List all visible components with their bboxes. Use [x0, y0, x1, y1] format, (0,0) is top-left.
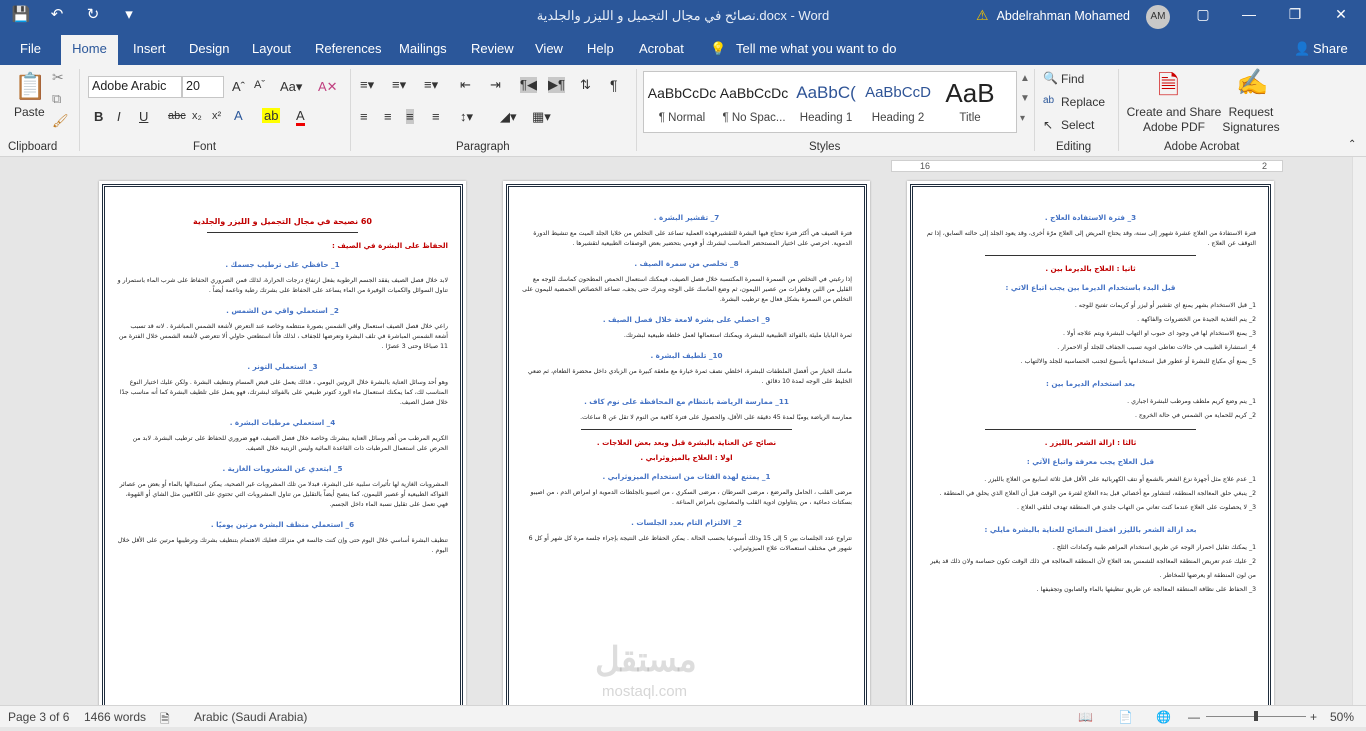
web-layout-icon[interactable]: 🌐 — [1156, 710, 1171, 724]
styles-group-label: Styles — [809, 141, 841, 153]
tip-heading: 11_ ممارسة الرياضة بانتظام مع المحافظة على نوم كاف . — [584, 397, 789, 406]
paste-button[interactable]: Paste — [14, 105, 45, 119]
tip-heading: بعد ازالة الشعر بالليزر افضل النصائح للعناية بالبشرة مايلي : — [984, 525, 1197, 534]
horizontal-ruler[interactable] — [891, 160, 1283, 172]
paragraph-group-label: Paragraph — [456, 141, 510, 153]
list-item: 2_ ينم التغذية الجيدة من الخضروات والفاكهة . — [1137, 316, 1256, 323]
tab-layout[interactable]: Layout — [252, 41, 292, 56]
list-item: 2_ عليك عدم تعريض المنطقة المعالجة للشمس بعد العلاج لأن المنطقة المعالجة في ذلك الوقت تكون حساسة ولان ذلك قد يغير من لون المنطقة او يعرضها للمخاطر . — [930, 558, 1256, 579]
shading-icon[interactable]: ◢▾ — [500, 109, 517, 124]
styles-gallery — [643, 71, 1017, 133]
page-border — [910, 184, 1271, 721]
align-left-icon[interactable]: ≡ — [360, 109, 368, 124]
tip-paragraph: إذا رغبتي في التخلص من السمرة السمرة المكتسبة خلال فصل الصيف، فيمكنك استعمال الحمص المطحون كماسك للوجه مع القليل من اللبن وقطرات من عصير الليمون، ثم وضع الماسك على الوجه وبترك حتى يجف، تساعد الخصائص الحمضية لليمون على التخلص من السمرة بشكل فعال مع ترطيب البشرة. — [522, 276, 852, 303]
font-name-box[interactable]: Adobe Arabic — [88, 76, 182, 98]
cut-icon[interactable]: ✂ — [52, 69, 64, 85]
clipboard-group-label: Clipboard — [8, 141, 58, 153]
replace-button[interactable]: Replace — [1061, 95, 1106, 109]
tab-view[interactable]: View — [535, 41, 563, 56]
tab-mailings[interactable]: Mailings — [399, 41, 447, 56]
page-border — [102, 184, 463, 721]
list-item: 1_ قبل الاستخدام بشهر يمنع اي تقشير أو ليزر أو كريمات تفتيح للوجه . — [1074, 302, 1256, 309]
redo-icon[interactable]: ↻ — [86, 6, 100, 23]
tip-heading: 6_ استعملي منظف البشرة مرتين يوميًا . — [210, 520, 355, 529]
divider — [985, 429, 1196, 430]
tab-references[interactable]: References — [315, 41, 382, 56]
style-normal[interactable]: AaBbCcDc ¶ Normal — [647, 85, 717, 124]
ribbon-tabs — [0, 32, 1366, 65]
tab-home[interactable]: Home — [61, 35, 118, 65]
section-heading: الحفاظ على البشرة في الصيف : — [331, 241, 448, 250]
save-icon[interactable]: 💾 — [11, 6, 31, 23]
tip-heading: قبل البدء باستخدام الديرما بين يجب اتباع الاتي : — [1005, 283, 1176, 292]
page-right[interactable] — [907, 181, 1274, 721]
tip-paragraph: راعي خلال فصل الصيف استعمال واقي الشمس بصورة منتظمة وخاصة عند التعرض لأشعة الشمس المباشرة . لانه قد تسبب أشعة الشمس المباشرة في تلف البشرة وتعرضها للجفاف ، لذلك فأنا استطعتي حاولي ألا تتعرضي لأشعة الشمس خلال الفترة من 11 صباحًا وحتى 3 عصرًا . — [118, 323, 448, 350]
zoom-level[interactable]: 50% — [1330, 710, 1355, 724]
close-icon[interactable]: ✕ — [1335, 6, 1347, 22]
borders-icon[interactable]: ▦▾ — [532, 109, 551, 124]
tip-heading: 7_ تقشير البشرة . — [653, 213, 720, 222]
ribbon — [0, 65, 1366, 157]
paste-icon[interactable]: 📋 — [14, 71, 47, 101]
page-count[interactable]: Page 3 of 6 — [8, 710, 70, 724]
decrease-indent-icon[interactable]: ⇤ — [460, 77, 471, 92]
tab-acrobat[interactable]: Acrobat — [639, 41, 684, 56]
document-heading: 60 نصيحة في مجال التجميل و الليزر والجلدية — [192, 217, 372, 226]
shrink-font-icon[interactable]: Aˇ — [254, 79, 265, 91]
change-case-icon[interactable]: Aa▾ — [280, 79, 303, 94]
tip-heading: 4_ استعملي مرطبات البشرة . — [229, 418, 336, 427]
tip-heading: 9_ احصلي على بشرة لامعة خلال فصل الصيف . — [602, 315, 771, 324]
account[interactable] — [976, 7, 1130, 24]
style-heading-2[interactable]: AaBbCcD Heading 2 — [865, 84, 931, 124]
style-no-spacing[interactable]: AaBbCcDc ¶ No Spac... — [719, 85, 789, 124]
font-color-icon[interactable]: A — [296, 108, 305, 126]
superscript-button[interactable]: x² — [212, 110, 222, 122]
request-signatures-icon: ✍ — [1236, 67, 1269, 97]
show-formatting-icon[interactable]: ¶ — [610, 77, 618, 93]
customize-qat-icon[interactable]: ▾ — [125, 6, 133, 23]
tip-paragraph: ممارسة الرياضة يوميًا لمدة 45 دقيقة على الأقل، والحصول على فترة كافية من النوم لا تقل عن 8 ساعات. — [580, 414, 852, 421]
create-pdf-icon: 🗎 — [1158, 70, 1179, 100]
tip-paragraph: مرضى القلب ، الحامل والمرضع ، مرضى السرطان ، مرضى السكري ، من اصيبو بالجلطات الدموية او امراض الدم ، من اصيبو بسكتات دماغية ، من يتناولون ادوية القلب والمصابون بامراض المناعة . — [530, 489, 852, 506]
bullets-icon[interactable]: ≡▾ — [360, 77, 375, 92]
editing-group-label: Editing — [1056, 141, 1092, 153]
styles-more-icon[interactable]: ▾ — [1020, 113, 1026, 124]
subsection-heading: اولا : العلاج بالميزوثرابي . — [640, 453, 733, 462]
list-item: 3_ الحفاظ على نظافة المنطقة المعالجة عن طريق تنظيفها بالماء والصابون وتجفيفها . — [1036, 586, 1256, 593]
ruler-mark-left: 16 — [920, 161, 931, 171]
avatar[interactable]: AM — [1146, 5, 1170, 29]
create-share-pdf-button[interactable]: Create and Share Adobe PDF — [1126, 105, 1222, 134]
increase-indent-icon[interactable]: ⇥ — [490, 77, 501, 92]
sort-icon[interactable]: ⇅ — [580, 77, 591, 92]
zoom-in-icon[interactable]: + — [1310, 710, 1318, 724]
styles-scroll-up-icon[interactable]: ▲ — [1020, 73, 1030, 84]
watermark-url: mostaql.com — [602, 683, 688, 700]
document-title: نصائح في مجال التجميل و الليزر والجلدية.docx - Word — [536, 8, 830, 23]
tip-heading: بعد استخدام الديرما بين : — [1045, 379, 1136, 388]
font-group-label: Font — [193, 141, 217, 153]
subsection-heading: ثالثا : ازالة الشعر بالليزر . — [1044, 438, 1137, 447]
tip-heading: 1_ حافظي على ترطيب جسمك . — [225, 260, 340, 269]
zoom-out-icon[interactable]: — — [1188, 710, 1200, 724]
copy-icon[interactable]: ⧉ — [52, 91, 62, 106]
replace-icon: ab — [1043, 95, 1055, 106]
text-effects-icon[interactable]: A — [234, 108, 243, 123]
read-mode-icon[interactable]: 📖 — [1078, 710, 1093, 724]
font-size-box[interactable]: 20 — [182, 76, 224, 98]
title-bar — [0, 0, 1366, 32]
language-status[interactable]: Arabic (Saudi Arabia) — [194, 710, 308, 724]
share-icon[interactable]: 👤 — [1294, 41, 1311, 56]
divider — [1034, 69, 1035, 151]
align-center-icon[interactable]: ≡ — [384, 109, 392, 124]
share-button[interactable]: Share — [1313, 41, 1348, 56]
styles-scroll-down-icon[interactable]: ▼ — [1020, 93, 1030, 104]
restore-icon[interactable]: ❐ — [1288, 6, 1302, 22]
tell-me-search[interactable]: Tell me what you want to do — [736, 41, 897, 56]
tip-heading: 2_ الالتزام التام بعدد الجلسات . — [631, 518, 742, 527]
list-item: 1_ ينم وضع كريم ملطف ومرطب للبشرة اجباري . — [1127, 398, 1256, 405]
ruler-mark-right: 2 — [1262, 161, 1268, 171]
tip-paragraph: تتراوح عدد الجلسات بين 5 إلى 15 وذلك أسبوعيا بحسب الحالة . يمكن الحفاظ على النتيجة بإجراء جلسة مرة كل شهر أو كل 6 شهور في مختلف استعمالات علاج الميزوثيرابي . — [528, 535, 852, 552]
divider — [985, 255, 1196, 256]
collapse-ribbon-icon[interactable]: ⌃ — [1348, 139, 1357, 150]
list-item: 3_ لا يحصلوت على العلاج عندما كنت تعاني من التهاب جلدي في المنطقة تهدف لتلقي العلاج . — [1017, 504, 1256, 511]
format-painter-icon[interactable]: 🖌 — [52, 113, 69, 128]
list-item: 3_ يمنع الاستخدام لها في وجود اى حبوب او التهاب للبشرة ويتم علاجه أولا . — [1062, 330, 1256, 337]
tip-paragraph: وهو أحد وسائل العناية بالبشرة خلال الروتين اليومي ، فذلك يعمل على قبض المسام وتنظيف البشرة . ولكن عليك اختيار النوع المناسب لك، كما يمكنك استعمال ماء الورد كتونر طبيعي على بالفوائد لبشرتك، فهو يعمل على تلطيف البشرة كما أنه مناسب جدًا خلال فصل الصيف. — [119, 379, 448, 406]
tip-heading: 10_ تلطيف البشرة . — [650, 351, 723, 360]
divider — [581, 429, 792, 430]
tab-help[interactable]: Help — [587, 41, 614, 56]
acrobat-group-label: Adobe Acrobat — [1164, 141, 1240, 153]
find-icon: 🔍 — [1043, 71, 1058, 85]
tab-review[interactable]: Review — [471, 41, 514, 56]
user-name: Abdelrahman Mohamed — [996, 8, 1130, 23]
line-spacing-icon[interactable]: ↕▾ — [460, 109, 474, 124]
zoom-slider-thumb[interactable] — [1254, 711, 1258, 721]
list-item: 1_ يمكنك تقليل احمرار الوجه عن طريق استخدام المراهم طبية وكمادات الثلج . — [1052, 544, 1256, 551]
ribbon-display-icon[interactable]: ▢ — [1196, 6, 1210, 22]
minimize-icon[interactable]: — — [1242, 6, 1256, 22]
proofing-icon[interactable]: 🗎 — [160, 712, 170, 726]
rtl-direction-icon[interactable]: ¶◀ — [520, 77, 537, 92]
tip-heading: 3_ استعملي التونر . — [247, 362, 318, 371]
tip-heading: 3_ فترة الاستفادة العلاج . — [1044, 213, 1137, 222]
tip-paragraph: ماسك الخيار من أفضل الملطفات للبشرة، اخلطي نصف ثمرة خيارة مع ملعقة كبيرة من الزبادي داخل محضرة الطعام، ثم ضعي الخليط على الوجه لمدة 10 دقائق . — [527, 368, 852, 385]
watermark-logo: مستقل — [595, 641, 697, 679]
subscript-button[interactable]: x₂ — [192, 110, 202, 122]
tab-design[interactable]: Design — [189, 41, 230, 56]
numbering-icon[interactable]: ≡▾ — [392, 77, 407, 92]
list-item: 2_ ينبغي حلق المعالجة المنطقة، لتتشاور مع أخصائي قبل بدء العلاج لفترة من الوقت قبل أن العلاج الذي يحلق في المنطقة . — [939, 490, 1256, 497]
style-heading-1[interactable]: AaBbC( Heading 1 — [796, 83, 856, 124]
strikethrough-button[interactable]: abc — [168, 110, 186, 122]
underline-button[interactable]: U — [139, 109, 149, 124]
tip-heading: 5_ ابتعدي عن المشروبات الغازية . — [222, 464, 343, 473]
request-signatures-button[interactable]: Request Signatures — [1222, 105, 1280, 134]
tip-paragraph: فترة الاستفادة من العلاج عشرة شهور إلى سنة، وقد يحتاج المريض إلى العلاج مرّة أخرى، وقد يعود الجلد إلى حالته السابق، إذا تم التوقف عن العلاج . — [926, 230, 1256, 247]
find-button[interactable]: Find — [1061, 72, 1085, 86]
style-title[interactable]: AaB Title — [945, 78, 995, 124]
justify-icon[interactable]: ≡ — [432, 109, 440, 124]
page-left[interactable] — [99, 181, 466, 721]
multilevel-list-icon[interactable]: ≡▾ — [424, 77, 439, 92]
vertical-scrollbar[interactable] — [1352, 157, 1366, 705]
subsection-heading: ثانيا : العلاج بالديرما بين . — [1045, 264, 1136, 273]
list-item: 5_ يمنع أي مكياج للبشرة أو عطور قبل استخدامها بأسبوع لتجنب الحساسية للجلد والالتهاب . — [1020, 358, 1256, 365]
tab-file[interactable]: File — [20, 41, 41, 56]
tip-paragraph: فترة الصيف هي أكثر فترة تحتاج فيها البشرة للتقشيرفهذه العملية تساعد على التخلص من خلايا الجلد الميت مع تنشيط الدورة الدموية. احرصي على اختيار المستحضر المناسب لبشرتك أو قومي بتحضير بعض الوصفات الطبيعية لتقشيرها . — [533, 230, 852, 247]
word-count[interactable]: 1466 words — [84, 710, 147, 724]
print-layout-icon[interactable]: 📄 — [1118, 710, 1133, 724]
section-heading: نصائح عن العناية بالبشرة قبل وبعد بعض العلاجات . — [596, 438, 777, 447]
status-bar — [0, 705, 1366, 727]
tip-paragraph: لابد خلال فصل الصيف يفقد الجسم الرطوبة بفعل ارتفاع درجات الحرارة، لذلك فمن الضروري الحفاظ على شرب الماء باستمرار و تناول السوائل والكميات الوفيرة من الماء يساعد على الحفاظ على بشرتك رطبة وناعمة أيضاً . — [117, 277, 448, 294]
lightbulb-icon: 💡 — [710, 41, 727, 56]
warning-icon: ⚠ — [976, 7, 989, 23]
tab-insert[interactable]: Insert — [133, 41, 166, 56]
tip-paragraph: الكريم المرطب من أهم وسائل العناية ببشرتك وخاصة خلال فصل الصيف، فهو ضروري للحفاظ على ترطيب البشرة. لابد من الحرص على استعمال المرطبات ذات القاعدة المائية وليس الزيتية خلال الصيف. — [132, 435, 448, 452]
bold-button[interactable]: B — [94, 109, 104, 124]
list-item: 2_ كريم للحماية من الشمس في حالة الخروج . — [1135, 412, 1256, 419]
tip-paragraph: تنظيف البشرة أساسي خلال اليوم حتى وإن كنت جالسة في منزلك فعليك الاهتمام بتنظيف بشرتك وترطيبها مرتين على الأقل خلال اليوم . — [117, 537, 448, 554]
list-item: 4_ استشارة الطبيب في حالات تعاطى ادوية تسبب الجفاف للجلد أو الاحمرار . — [1057, 344, 1256, 351]
tip-heading: 1_ يمتنع لهذة الفئات من استخدام الميزوثرابي . — [602, 472, 771, 481]
ltr-direction-icon[interactable]: ▶¶ — [548, 77, 565, 92]
align-right-icon[interactable]: ≡ — [406, 109, 414, 124]
divider — [350, 69, 351, 151]
divider — [207, 232, 358, 233]
tip-paragraph: ثمرة البابايا مليئة بالفوائد الطبيعية للبشرة، ويمكنك استعمالها لعمل خلطة طبيعية لبشرتك. — [623, 332, 852, 339]
tip-heading: 2_ استعملي واقي من الشمس . — [226, 306, 339, 315]
select-icon: ↖ — [1043, 118, 1054, 132]
list-item: 1_ عدم علاج مثل أجهزة نزع الشعر بالشمع أو نتف الكهربائية على الأقل قبل ثلاثة اسابيع من العلاج بالليزر . — [984, 476, 1256, 483]
highlight-icon[interactable]: ab — [264, 108, 279, 123]
select-button[interactable]: Select — [1061, 118, 1095, 132]
tip-heading: قبل العلاج يجب معرفة واتباع الآتي : — [1026, 457, 1155, 466]
divider — [636, 69, 637, 151]
divider — [1118, 69, 1119, 151]
divider — [79, 69, 80, 151]
grow-font-icon[interactable]: Aˆ — [232, 79, 245, 94]
undo-icon[interactable]: ↶ — [50, 6, 64, 23]
italic-button[interactable]: I — [117, 109, 121, 124]
tip-heading: 8_ تخلصي من سمرة الصيف . — [634, 259, 739, 268]
clear-formatting-icon[interactable]: A✕ — [318, 79, 338, 94]
tip-paragraph: المشروبات الغازية لها تأثيرات سلبية على البشرة، فبدلا من تلك المشروبات غير الصحية، يمكن استبدالها بالماء أو بعض من عصائر الفواكه الطبيعية أو عصير الليمون، كما ينصح أيضاً بالتقليل من تناول المشروبات التي تحتوي على الكافيين مثل الشاي أو القهوة، فهي تعمل على تقليل نسبة الماء داخل الجسم. — [119, 481, 448, 508]
